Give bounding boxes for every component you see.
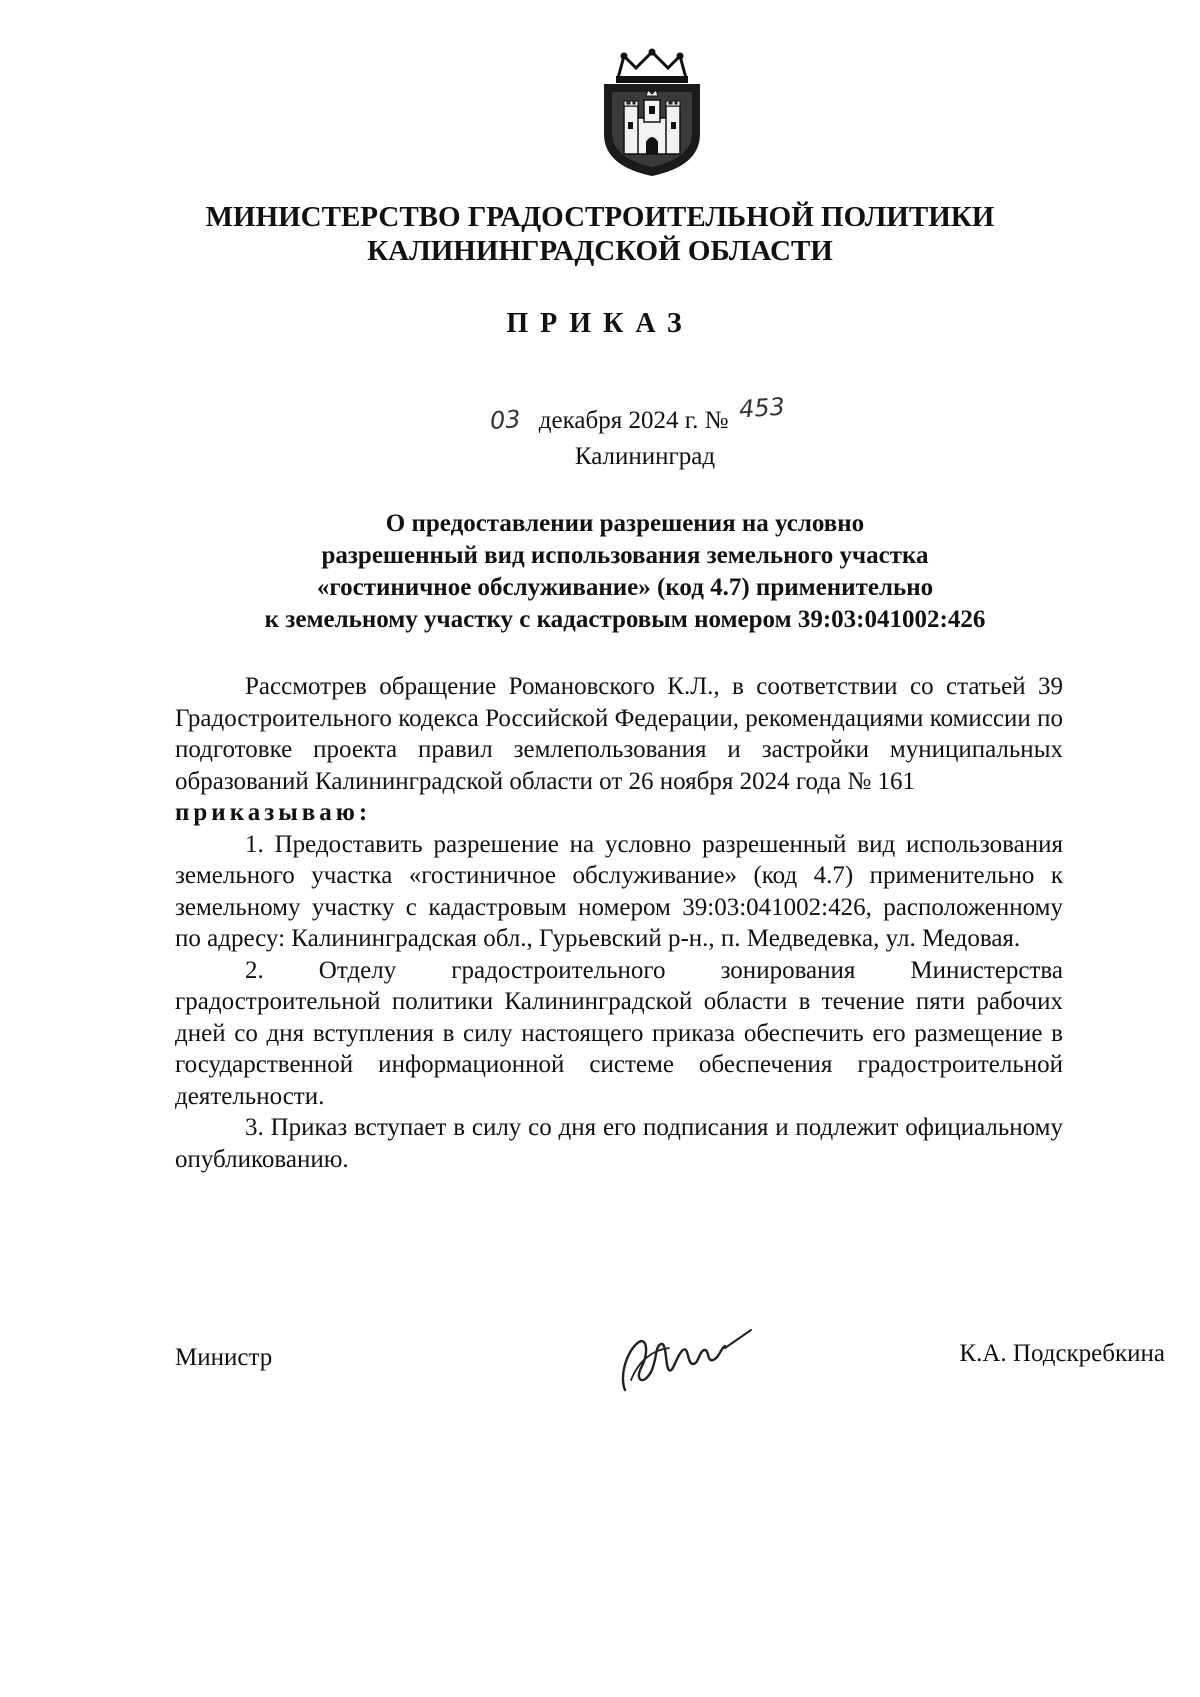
- subject-line-1: О предоставлении разрешения на условно: [385, 510, 865, 537]
- order-item-2: 2. Отделу градостроительного зонирования Министерства градостроительной политики Калининградской области в течение пяти рабочих дней со дня вступления в силу настоящего приказа обеспечить его размещение в государственной информационной системе обеспечения градостроительной деятельности.: [175, 956, 1063, 1110]
- signer-position: Министр: [175, 1344, 273, 1371]
- subject-line-4: к земельному участку с кадастровым номером 39:03:041002:426: [264, 606, 986, 633]
- order-item-3: 3. Приказ вступает в силу со дня его подписания и подлежит официальному опубликованию.: [175, 1114, 1063, 1173]
- handwritten-signature-icon: [613, 1320, 753, 1400]
- handwritten-day: 03: [489, 404, 522, 436]
- subject-line-2: разрешенный вид использования земельного участка: [321, 542, 929, 569]
- command-line: [175, 797, 1063, 829]
- city: Калининград: [574, 443, 716, 470]
- signature-block: [175, 1320, 1165, 1400]
- subject-line-3: «гостиничное обслуживание» (код 4.7) применительно: [316, 574, 934, 601]
- order-item-1: 1. Предоставить разрешение на условно разрешенный вид использования земельного участка «гостиничное обслуживание» (код 4.7) применительно к земельному участку с кадастровым номером 39:03:041002:426, расположенному по адресу: Калининградская обл., Гурьевский р-н., п. Медведевка, ул. Медовая.: [175, 830, 1063, 952]
- signer-name: К.А. Подскребкина: [959, 1340, 1165, 1367]
- ministry-title-line-1: МИНИСТЕРСТВО ГРАДОСТРОИТЕЛЬНОЙ ПОЛИТИКИ: [205, 201, 995, 233]
- order-subject: [160, 508, 1090, 636]
- date-line: [489, 392, 786, 437]
- preamble-paragraph: Рассмотрев обращение Романовского К.Л., в соответствии со статьей 39 Градостроительного кодекса Российской Федерации, рекомендациями комиссии по подготовке проекта правил землепользования и застройки муниципальных образований Калининградской области от 26 ноября 2024 года № 161: [175, 673, 1063, 795]
- order-body: [175, 671, 1063, 1175]
- ministry-title-line-2: КАЛИНИНГРАДСКОЙ ОБЛАСТИ: [367, 235, 833, 267]
- document-type: ПРИКАЗ: [506, 308, 694, 339]
- date-printed: декабря 2024 г. №: [538, 407, 729, 434]
- coat-of-arms-icon: [590, 48, 714, 180]
- handwritten-order-number: 453: [737, 392, 786, 424]
- ministry-title: [180, 200, 1020, 268]
- command-word: приказываю:: [175, 799, 372, 826]
